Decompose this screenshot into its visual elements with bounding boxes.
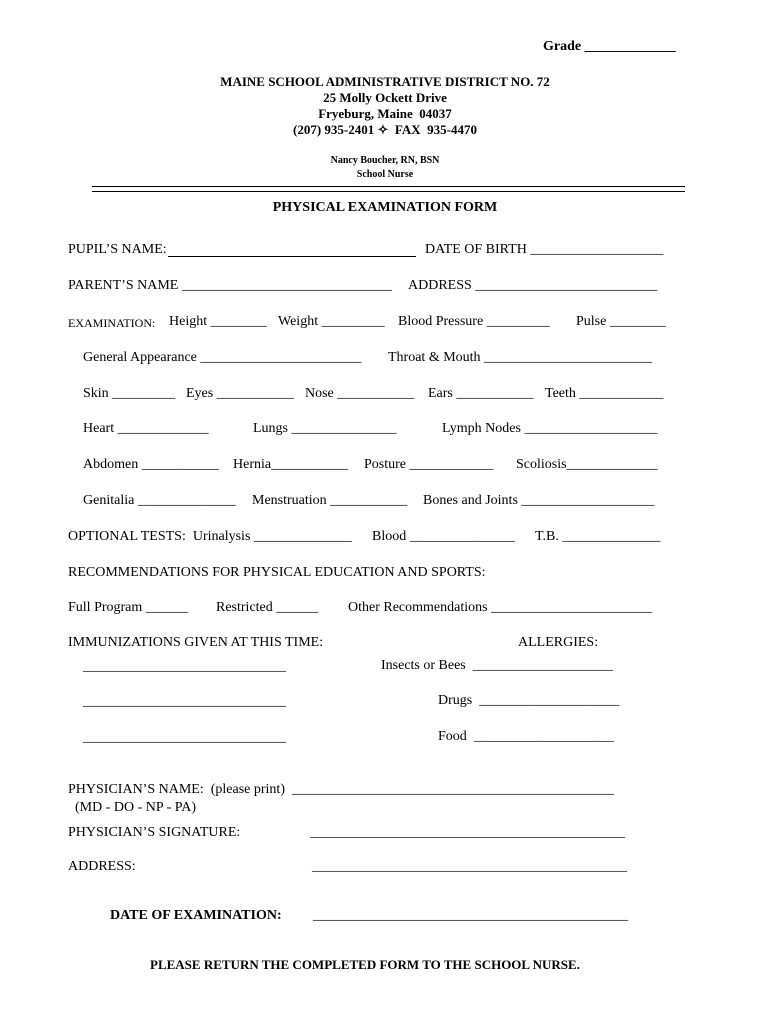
date-of-examination-line[interactable]: _____________________________________________ (313, 908, 628, 923)
address-field[interactable]: ADDRESS __________________________ (408, 278, 658, 293)
date-of-examination-label: DATE OF EXAMINATION: (110, 908, 282, 923)
physician-signature-line[interactable]: _____________________________________________ (310, 825, 625, 840)
blood-pressure-field[interactable]: Blood Pressure _________ (398, 314, 550, 329)
form-title: PHYSICAL EXAMINATION FORM (272, 200, 498, 215)
recommendations-heading: RECOMMENDATIONS FOR PHYSICAL EDUCATION AND SPORTS: (68, 565, 486, 580)
tb-test-field[interactable]: T.B. ______________ (535, 529, 661, 544)
posture-field[interactable]: Posture ____________ (364, 457, 494, 472)
immunization-line-2[interactable]: _____________________________ (83, 694, 286, 709)
district-city: Fryeburg, Maine 04037 (318, 106, 452, 121)
address-line[interactable]: _____________________________________________ (312, 859, 627, 874)
height-field[interactable]: Height ________ (169, 314, 267, 329)
weight-field[interactable]: Weight _________ (278, 314, 385, 329)
examination-label: EXAMINATION: (68, 316, 156, 330)
physician-name-field[interactable]: PHYSICIAN’S NAME: (please print) ______________________________________________ (68, 782, 614, 797)
district-street: 25 Molly Ockett Drive (323, 90, 447, 105)
teeth-field[interactable]: Teeth ____________ (545, 386, 664, 401)
heart-field[interactable]: Heart _____________ (83, 421, 209, 436)
skin-field[interactable]: Skin _________ (83, 386, 176, 401)
grade-field[interactable]: Grade _____________ (543, 39, 676, 54)
allergies-heading: ALLERGIES: (518, 635, 599, 650)
nurse-title: School Nurse (356, 169, 414, 180)
address-label: ADDRESS: (68, 859, 136, 874)
pupil-name-line[interactable] (168, 256, 416, 257)
header-divider (92, 186, 685, 192)
scoliosis-field[interactable]: Scoliosis_____________ (516, 457, 658, 472)
restricted-field[interactable]: Restricted ______ (216, 600, 319, 615)
optional-tests-urinalysis-field[interactable]: OPTIONAL TESTS: Urinalysis ______________ (68, 529, 352, 544)
lymph-nodes-field[interactable]: Lymph Nodes ___________________ (442, 421, 658, 436)
pulse-field[interactable]: Pulse ________ (576, 314, 666, 329)
full-program-field[interactable]: Full Program ______ (68, 600, 188, 615)
genitalia-field[interactable]: Genitalia ______________ (83, 493, 236, 508)
district-phone-fax: (207) 935-2401 ✧ FAX 935-4470 (293, 122, 477, 137)
district-name: MAINE SCHOOL ADMINISTRATIVE DISTRICT NO. 72 (220, 74, 550, 89)
return-note: PLEASE RETURN THE COMPLETED FORM TO THE SCHOOL NURSE. (150, 957, 580, 972)
nurse-name: Nancy Boucher, RN, BSN (330, 155, 440, 166)
drugs-allergy-field[interactable]: Drugs ____________________ (438, 693, 620, 708)
lungs-field[interactable]: Lungs _______________ (253, 421, 397, 436)
abdomen-field[interactable]: Abdomen ___________ (83, 457, 219, 472)
date-of-birth-field[interactable]: DATE OF BIRTH ___________________ (425, 242, 664, 257)
insects-bees-field[interactable]: Insects or Bees ____________________ (381, 658, 613, 673)
food-allergy-field[interactable]: Food ____________________ (438, 729, 614, 744)
physician-signature-label: PHYSICIAN’S SIGNATURE: (68, 825, 241, 840)
nose-field[interactable]: Nose ___________ (305, 386, 415, 401)
immunization-line-1[interactable]: _____________________________ (83, 659, 286, 674)
immunizations-heading: IMMUNIZATIONS GIVEN AT THIS TIME: (68, 635, 324, 650)
eyes-field[interactable]: Eyes ___________ (186, 386, 294, 401)
bones-joints-field[interactable]: Bones and Joints ___________________ (423, 493, 655, 508)
general-appearance-field[interactable]: General Appearance _______________________ (83, 350, 362, 365)
pupil-name-label: PUPIL’S NAME: (68, 242, 167, 257)
parent-name-field[interactable]: PARENT’S NAME ______________________________ (68, 278, 392, 293)
immunization-line-3[interactable]: _____________________________ (83, 730, 286, 745)
other-recommendations-field[interactable]: Other Recommendations _______________________ (348, 600, 653, 615)
blood-test-field[interactable]: Blood _______________ (372, 529, 515, 544)
throat-mouth-field[interactable]: Throat & Mouth ________________________ (388, 350, 653, 365)
ears-field[interactable]: Ears ___________ (428, 386, 534, 401)
hernia-field[interactable]: Hernia___________ (233, 457, 349, 472)
physician-types: (MD - DO - NP - PA) (75, 800, 197, 815)
menstruation-field[interactable]: Menstruation ___________ (252, 493, 408, 508)
